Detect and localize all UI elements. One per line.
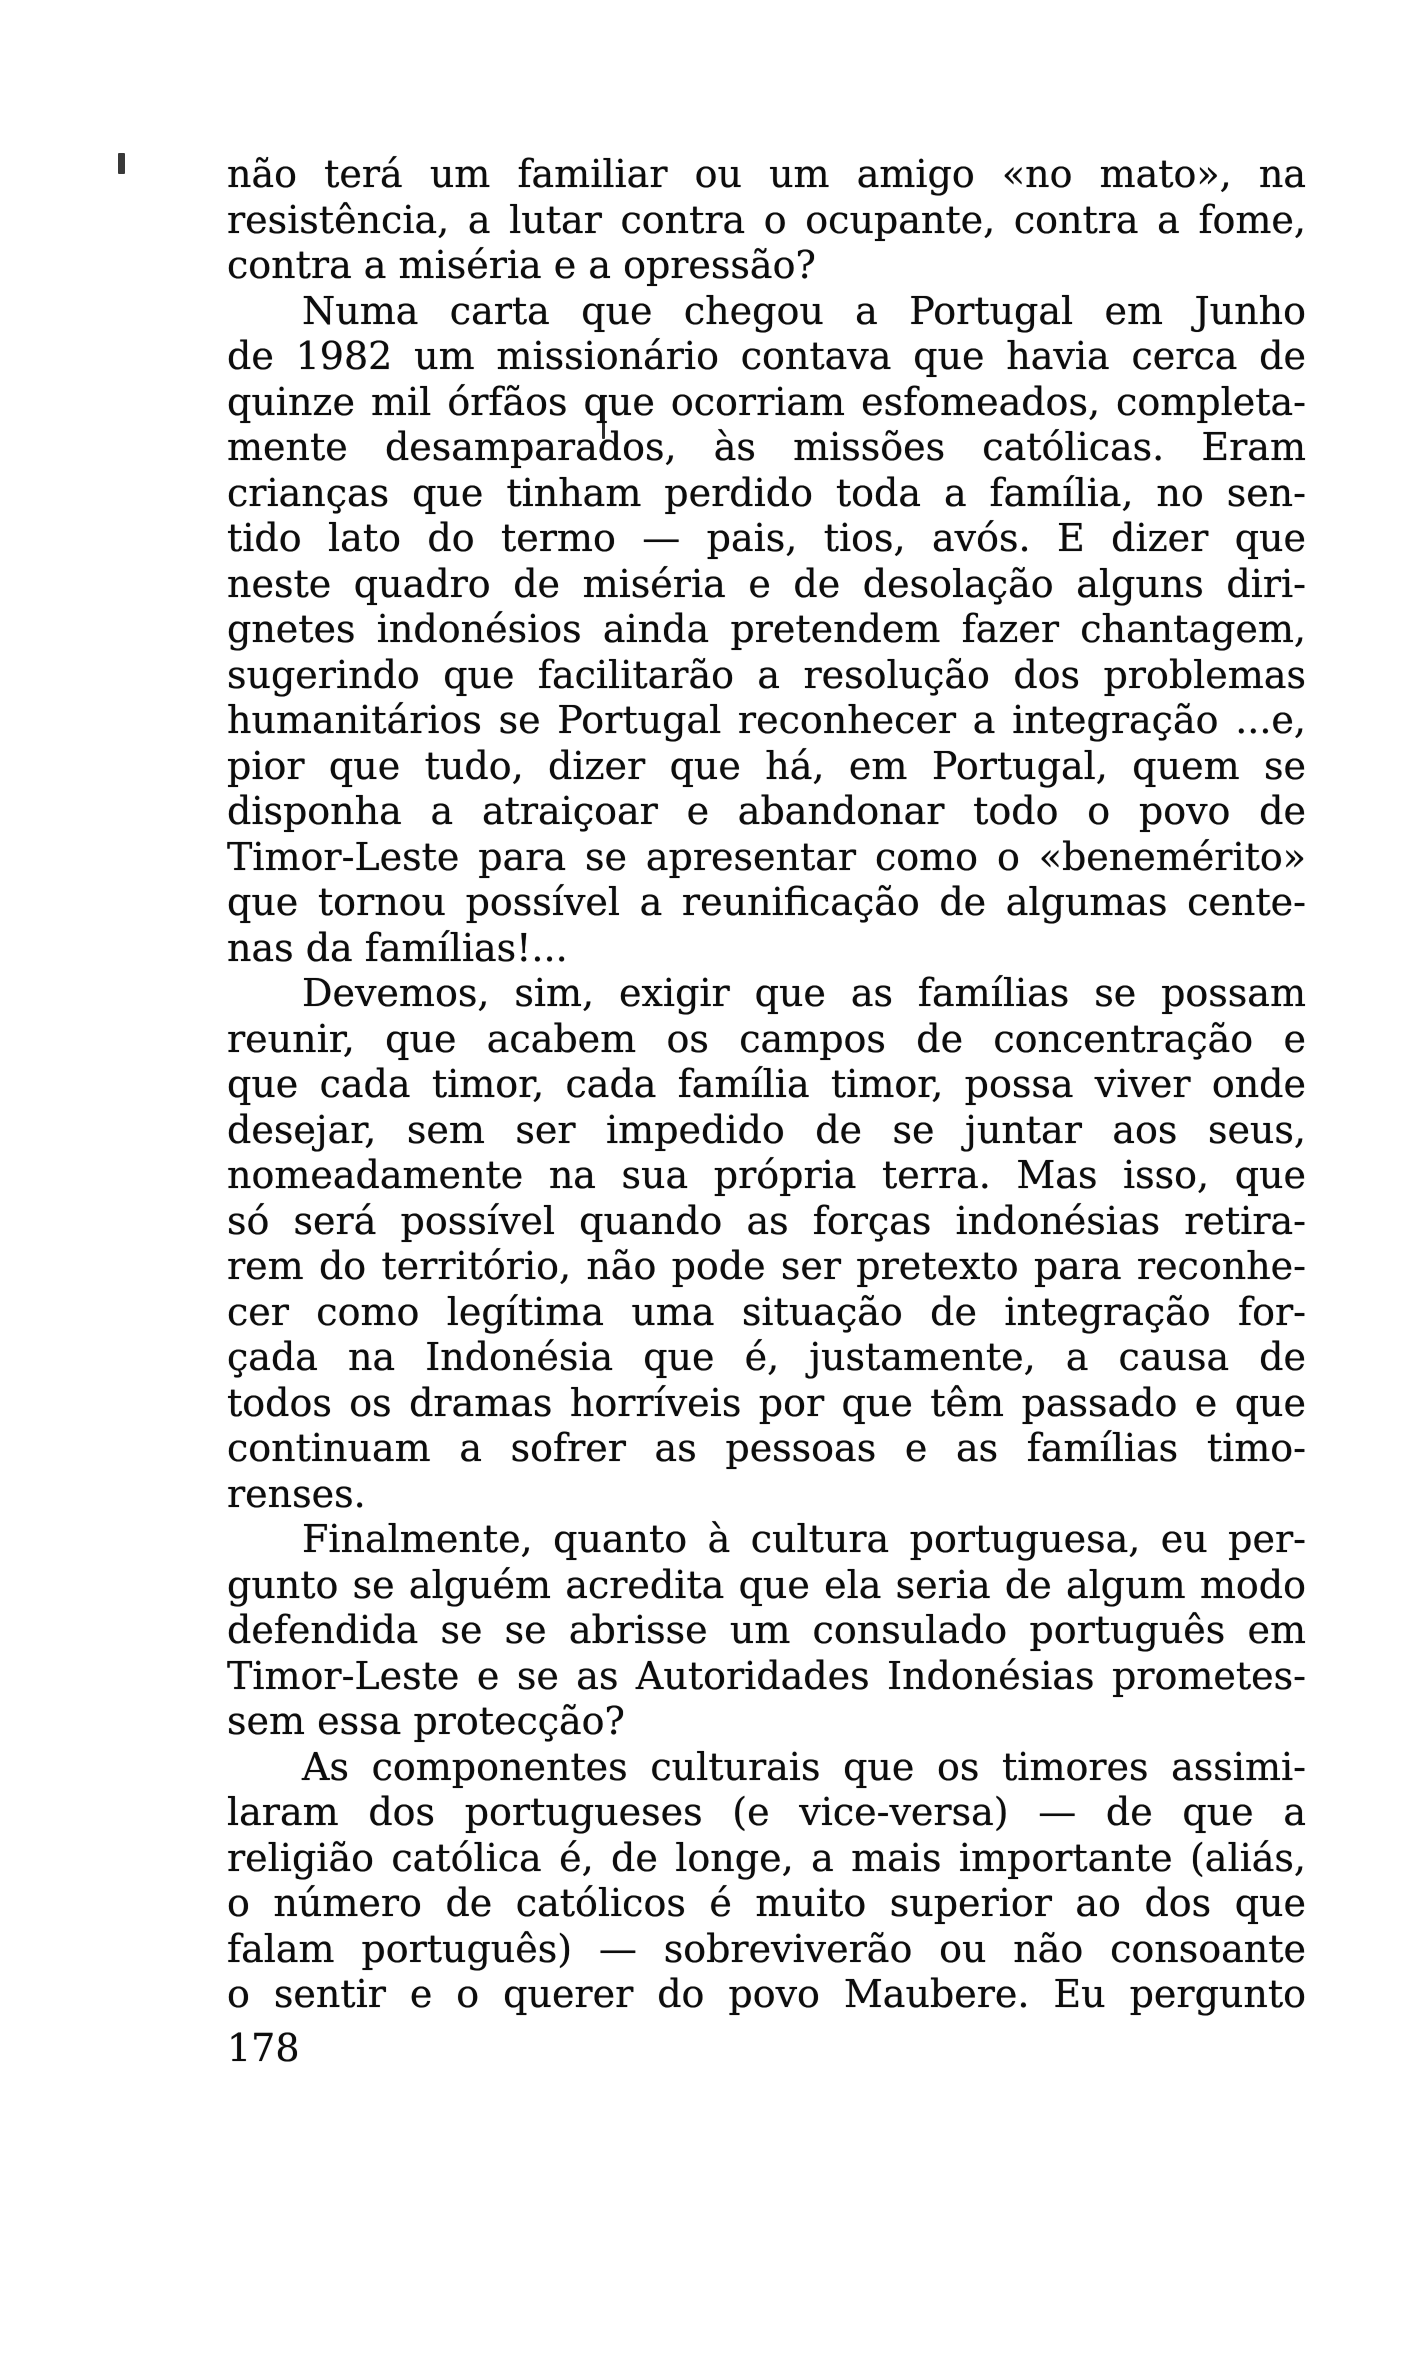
text-line: Numa carta que chegou a Portugal em Junho bbox=[302, 288, 1306, 333]
text-line: o número de católicos é muito superior ao dos que bbox=[227, 1881, 1306, 1925]
text-line: só será possível quando as forças indonésias retira- bbox=[227, 1198, 1306, 1243]
text-line: disponha a atraiçoar e abandonar todo o povo de bbox=[227, 789, 1306, 833]
paragraph bbox=[227, 1517, 1306, 1745]
ink-smudge bbox=[118, 153, 125, 174]
text-line: contra a miséria e a opressão? bbox=[227, 243, 816, 287]
text-line: todos os dramas horríveis por que têm passado e que bbox=[227, 1380, 1306, 1425]
text-line: rem do território, não pode ser pretexto para reconhe- bbox=[227, 1244, 1306, 1288]
text-line: laram dos portugueses (e vice-versa) — de que a bbox=[227, 1790, 1306, 1834]
text-line: de 1982 um missionário contava que havia cerca de bbox=[227, 334, 1306, 378]
text-line: crianças que tinham perdido toda a família, no sen- bbox=[227, 470, 1306, 515]
text-line: que tornou possível a reunificação de algumas cente- bbox=[227, 880, 1306, 924]
text-line: pior que tudo, dizer que há, em Portugal, quem se bbox=[227, 743, 1306, 788]
text-line: mente desamparados, às missões católicas. Eram bbox=[227, 425, 1306, 469]
text-line: tido lato do termo — pais, tios, avós. E dizer que bbox=[227, 516, 1306, 560]
text-line: Timor-Leste e se as Autoridades Indonésias prometes- bbox=[227, 1653, 1306, 1698]
text-line: o sentir e o querer do povo Maubere. Eu pergunto bbox=[227, 1972, 1306, 2016]
text-line: defendida se se abrisse um consulado português em bbox=[227, 1608, 1306, 1652]
text-line: Finalmente, quanto à cultura portuguesa, eu per- bbox=[302, 1517, 1306, 1561]
text-line: gunto se alguém acredita que ela seria de algum modo bbox=[227, 1562, 1306, 1607]
text-line: Devemos, sim, exigir que as famílias se possam bbox=[302, 971, 1306, 1015]
text-line: reunir, que acabem os campos de concentração e bbox=[227, 1016, 1306, 1061]
text-line: sem essa protecção? bbox=[227, 1699, 625, 1743]
page-text bbox=[227, 152, 1306, 2018]
text-line: çada na Indonésia que é, justamente, a causa de bbox=[227, 1335, 1306, 1379]
text-line: falam português) — sobreviverão ou não consoante bbox=[227, 1926, 1306, 1971]
text-line: não terá um familiar ou um amigo «no mato», na bbox=[227, 152, 1306, 196]
paragraph bbox=[227, 971, 1306, 1517]
text-line: sugerindo que facilitarão a resolução dos problemas bbox=[227, 652, 1306, 697]
text-line: renses. bbox=[227, 1471, 366, 1516]
paragraph bbox=[227, 1745, 1306, 2018]
text-line: desejar, sem ser impedido de se juntar aos seus, bbox=[227, 1107, 1306, 1152]
page-number: 178 bbox=[227, 2026, 300, 2070]
text-line: nas da famílias!... bbox=[227, 925, 568, 970]
text-line: continuam a sofrer as pessoas e as famílias timo- bbox=[227, 1426, 1306, 1470]
text-line: que cada timor, cada família timor, possa viver onde bbox=[227, 1062, 1306, 1106]
paragraph bbox=[227, 152, 1306, 289]
text-line: nomeadamente na sua própria terra. Mas isso, que bbox=[227, 1153, 1306, 1197]
text-line: religião católica é, de longe, a mais importante (aliás, bbox=[227, 1835, 1306, 1880]
text-line: Timor-Leste para se apresentar como o «benemérito» bbox=[227, 834, 1306, 879]
text-line: cer como legítima uma situação de integração for- bbox=[227, 1289, 1306, 1334]
text-line: gnetes indonésios ainda pretendem fazer chantagem, bbox=[227, 607, 1306, 651]
paragraph bbox=[227, 289, 1306, 972]
text-line: humanitários se Portugal reconhecer a integração ...e, bbox=[227, 698, 1306, 742]
text-line: resistência, a lutar contra o ocupante, contra a fome, bbox=[227, 197, 1306, 242]
text-line: neste quadro de miséria e de desolação alguns diri- bbox=[227, 561, 1306, 606]
text-line: quinze mil órfãos que ocorriam esfomeados, completa- bbox=[227, 379, 1306, 424]
text-line: As componentes culturais que os timores assimi- bbox=[302, 1744, 1306, 1789]
